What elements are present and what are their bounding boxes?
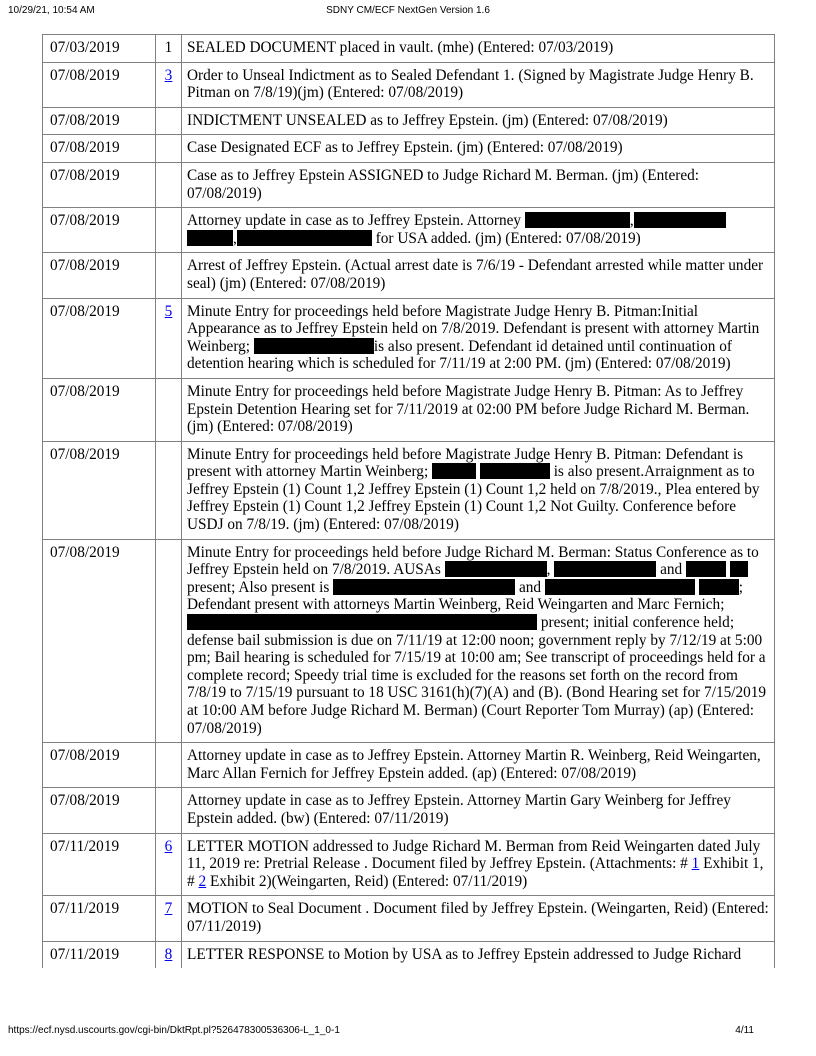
entry-text <box>182 298 775 378</box>
docket-row <box>43 788 775 833</box>
entry-date: 07/08/2019 <box>43 253 156 298</box>
docket-row <box>43 539 775 743</box>
redaction-box <box>554 561 656 577</box>
attachment-link[interactable]: 1 <box>691 855 700 873</box>
docket-row <box>43 62 775 107</box>
entry-text <box>182 539 775 743</box>
document-link[interactable]: 5 <box>164 302 173 320</box>
redaction-box <box>187 614 537 630</box>
text-segment: , <box>546 561 551 579</box>
text-segment: Exhibit 1, # <box>187 855 764 890</box>
docket-row <box>43 441 775 539</box>
redaction-box <box>445 561 547 577</box>
entry-text <box>182 441 775 539</box>
docket-table <box>42 34 775 968</box>
entry-text: INDICTMENT UNSEALED as to Jeffrey Epstein. (jm) (Entered: 07/08/2019) <box>182 107 775 135</box>
redaction-box <box>634 212 726 228</box>
text-segment: for USA added. (jm) (Entered: 07/08/2019) <box>375 229 641 247</box>
entry-date: 07/03/2019 <box>43 35 156 63</box>
docket-row <box>43 35 775 63</box>
text-segment: Minute Entry for proceedings held before Magistrate Judge Henry B. Pitman: Defendant is present with attorney Martin Weinberg; <box>187 445 744 481</box>
text-segment: , <box>233 229 237 247</box>
entry-number <box>156 298 182 378</box>
docket-row <box>43 253 775 298</box>
entry-text: SEALED DOCUMENT placed in vault. (mhe) (Entered: 07/03/2019) <box>182 35 775 63</box>
entry-number <box>156 788 182 833</box>
entry-date: 07/08/2019 <box>43 135 156 163</box>
entry-text <box>182 833 775 896</box>
entry-date: 07/08/2019 <box>43 298 156 378</box>
entry-number <box>156 135 182 163</box>
docket-row <box>43 107 775 135</box>
entry-date: 07/08/2019 <box>43 107 156 135</box>
entry-text: Arrest of Jeffrey Epstein. (Actual arrest date is 7/6/19 - Defendant arrested while matter under seal) (jm) (Entered: 07/08/2019) <box>182 253 775 298</box>
document-link[interactable]: 7 <box>164 900 173 918</box>
text-segment: , <box>629 212 634 230</box>
docket-row <box>43 162 775 207</box>
docket-row <box>43 896 775 941</box>
page-number: 4/11 <box>735 1025 754 1036</box>
attachment-link[interactable]: 2 <box>198 872 207 890</box>
text-segment: and <box>518 578 542 596</box>
entry-date: 07/08/2019 <box>43 788 156 833</box>
docket-row <box>43 298 775 378</box>
entry-date: 07/08/2019 <box>43 62 156 107</box>
entry-date: 07/08/2019 <box>43 743 156 788</box>
entry-number <box>156 539 182 743</box>
document-link[interactable]: 3 <box>164 66 173 84</box>
docket-row <box>43 208 775 253</box>
docket-row <box>43 833 775 896</box>
entry-date: 07/11/2019 <box>43 833 156 896</box>
text-segment: Minute Entry for proceedings held before Magistrate Judge Henry B. Pitman:Initial Appearance as to Jeffrey Epstein held on 7/8/2019. Defendant is present with attorney Martin Weinberg; <box>187 302 760 355</box>
entry-number <box>156 162 182 207</box>
entry-number <box>156 378 182 441</box>
entry-date: 07/08/2019 <box>43 208 156 253</box>
entry-date: 07/11/2019 <box>43 941 156 968</box>
entry-number: 1 <box>156 35 182 63</box>
entry-number <box>156 896 182 941</box>
entry-text: MOTION to Seal Document . Document filed by Jeffrey Epstein. (Weingarten, Reid) (Entered: 07/11/2019) <box>182 896 775 941</box>
print-datetime: 10/29/21, 10:54 AM <box>8 5 95 16</box>
page-footer <box>0 1025 816 1039</box>
docket-row <box>43 135 775 163</box>
entry-number <box>156 208 182 253</box>
text-segment: present; Also present is <box>187 578 330 596</box>
text-segment: Attorney update in case as to Jeffrey Epstein. Attorney <box>187 212 522 230</box>
docket-row <box>43 378 775 441</box>
entry-number <box>156 441 182 539</box>
entry-text: LETTER RESPONSE to Motion by USA as to Jeffrey Epstein addressed to Judge Richard <box>182 941 775 968</box>
entry-date: 07/08/2019 <box>43 441 156 539</box>
text-segment: is also present.Arraignment as to Jeffrey Epstein (1) Count 1,2 Jeffrey Epstein (1) Count 1,2 held on 7/8/2019., Plea entered by Jeffrey Epstein (1) Count 1,2 Jeffrey Epstein (1) Count 1,2 Not Guilty. Conference before USDJ on 7/8/19. (jm) (Entered: 07/08/2019) <box>187 463 760 534</box>
page-header <box>0 5 816 19</box>
text-segment: Minute Entry for proceedings held before Judge Richard M. Berman: Status Conference as to Jeffrey Epstein held on 7/8/2019. AUSAs <box>187 543 759 579</box>
redaction-box <box>699 579 739 595</box>
entry-text: Attorney update in case as to Jeffrey Epstein. Attorney Martin R. Weinberg, Reid Weingarten, Marc Allan Fernich for Jeffrey Epstein added. (ap) (Entered: 07/08/2019) <box>182 743 775 788</box>
docket-row <box>43 743 775 788</box>
page-title: SDNY CM/ECF NextGen Version 1.6 <box>326 5 490 16</box>
entry-text: Minute Entry for proceedings held before Magistrate Judge Henry B. Pitman: As to Jeffrey Epstein Detention Hearing set for 7/11/2019 at 02:00 PM before Judge Richard M. Berman. (jm) (Entered: 07/08/2019) <box>182 378 775 441</box>
redaction-box <box>686 561 726 577</box>
entry-number <box>156 62 182 107</box>
entry-date: 07/08/2019 <box>43 162 156 207</box>
text-segment: LETTER MOTION addressed to Judge Richard M. Berman from Reid Weingarten dated July 11, 2019 re: Pretrial Release . Document filed by Jeffrey Epstein. (Attachments: # <box>187 837 761 873</box>
text-segment: and <box>660 561 683 579</box>
entry-text: Attorney update in case as to Jeffrey Epstein. Attorney Martin Gary Weinberg for Jeffrey Epstein added. (bw) (Entered: 07/11/2019) <box>182 788 775 833</box>
text-segment: ; Defendant present with attorneys Martin Weinberg, Reid Weingarten and Marc Fernich; <box>187 578 743 614</box>
redaction-box <box>432 463 476 479</box>
docket-row <box>43 941 775 968</box>
text-segment: Exhibit 2)(Weingarten, Reid) (Entered: 07/11/2019) <box>209 872 528 890</box>
entry-number <box>156 833 182 896</box>
redaction-box <box>525 212 630 228</box>
redaction-box <box>237 230 372 246</box>
text-segment: is also present. Defendant id detained until continuation of detention hearing which is scheduled for 7/11/19 at 2:00 PM. (jm) (Entered: 07/08/2019) <box>187 337 733 373</box>
entry-number <box>156 743 182 788</box>
entry-number <box>156 941 182 968</box>
text-segment: present; initial conference held; defense bail submission is due on 7/11/19 at 12:00 noon; government reply by 7/12/19 at 5:00 pm; Bail hearing is scheduled for 7/15/19 at 10:00 am; See transcript of proceedings held for a complete record; Speedy trial time is excluded for the reasons set forth on the record from 7/8/19 to 7/15/19 pursuant to 18 USC 3161(h)(7)(A) and (B). (Bond Hearing set for 7/15/2019 at 10:00 AM before Judge Richard M. Berman) (Court Reporter Tom Murray) (ap) (Entered: 07/08/2019) <box>187 614 767 737</box>
document-link[interactable]: 8 <box>164 945 173 963</box>
entry-text: Order to Unseal Indictment as to Sealed Defendant 1. (Signed by Magistrate Judge Henry B. Pitman on 7/8/19)(jm) (Entered: 07/08/2019) <box>182 62 775 107</box>
entry-number <box>156 253 182 298</box>
page-url: https://ecf.nysd.uscourts.gov/cgi-bin/DktRpt.pl?526478300536306-L_1_0-1 <box>8 1025 340 1036</box>
entry-text: Case Designated ECF as to Jeffrey Epstein. (jm) (Entered: 07/08/2019) <box>182 135 775 163</box>
redaction-box <box>545 579 695 595</box>
entry-number <box>156 107 182 135</box>
redaction-box <box>730 561 748 577</box>
entry-date: 07/08/2019 <box>43 539 156 743</box>
redaction-box <box>254 338 374 354</box>
redaction-box <box>187 230 233 246</box>
redaction-box <box>333 579 515 595</box>
entry-text <box>182 208 775 253</box>
document-link[interactable]: 6 <box>164 837 173 855</box>
entry-date: 07/11/2019 <box>43 896 156 941</box>
entry-date: 07/08/2019 <box>43 378 156 441</box>
entry-text: Case as to Jeffrey Epstein ASSIGNED to Judge Richard M. Berman. (jm) (Entered: 07/08/2019) <box>182 162 775 207</box>
redaction-box <box>480 463 550 479</box>
